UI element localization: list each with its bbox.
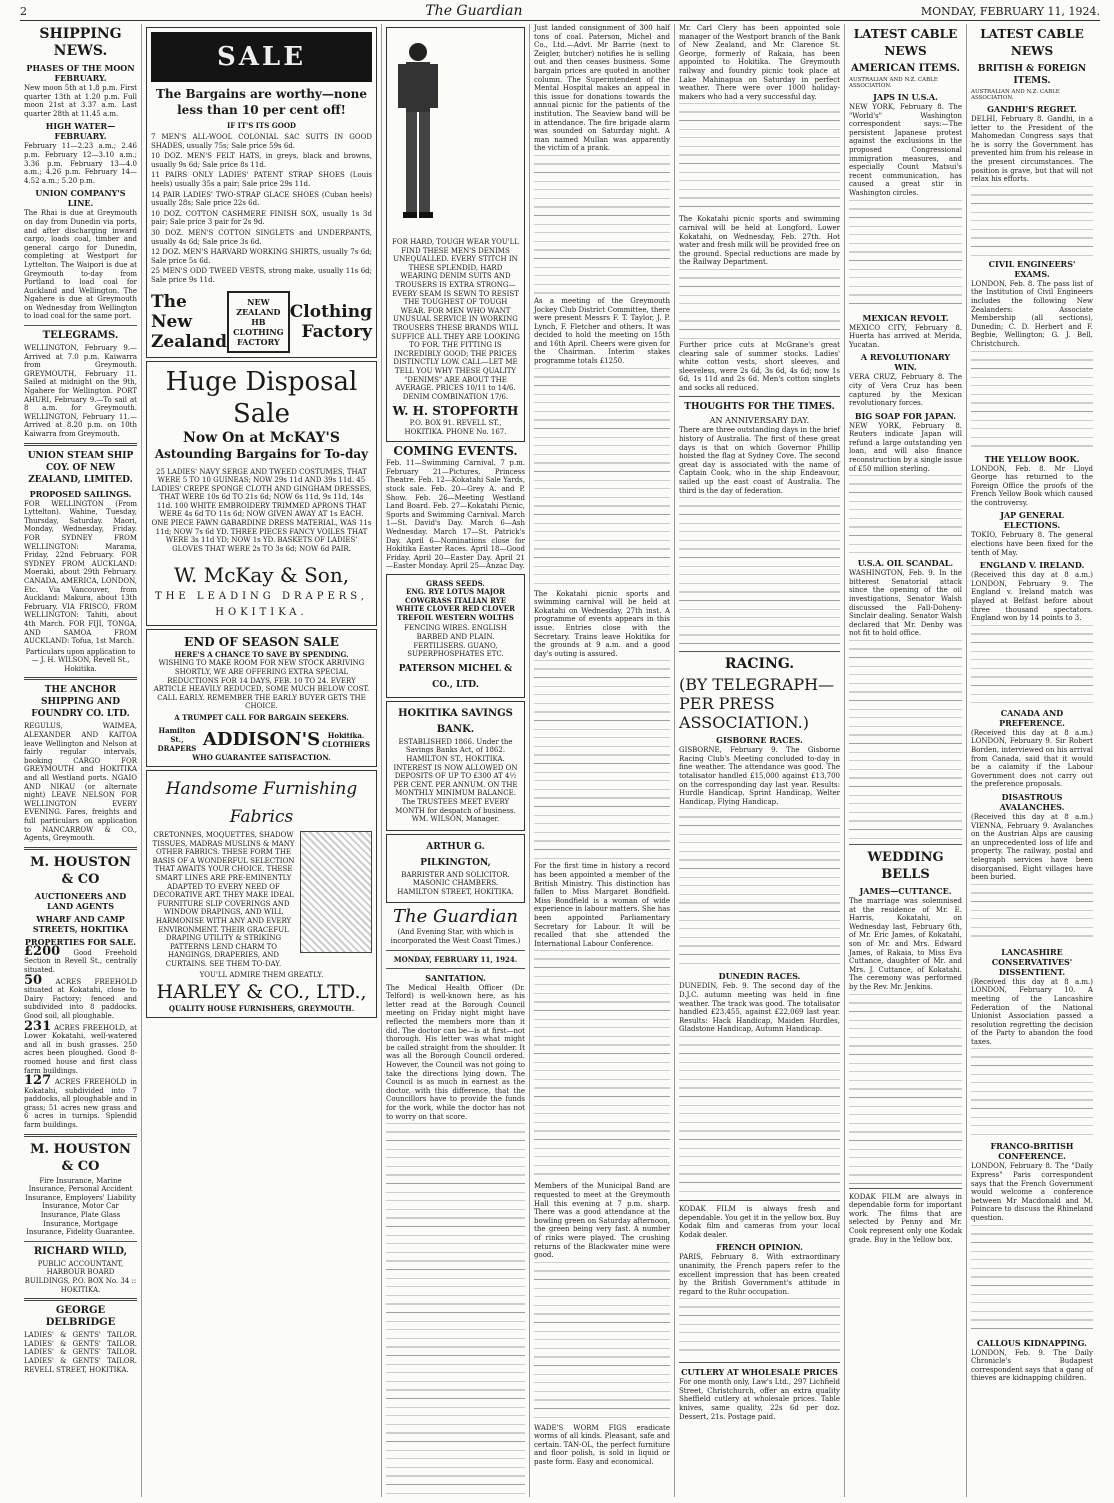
japs-body	[849, 200, 962, 310]
news-3: The Kokatahi picnic sports and swimming carnival will be held at Kokatahi on Wednesday, 27th inst. A programme of events appears in this issue. Entries close with the Secretary. Trains leave Hokitika for the grounds at 9 a.m. and a good day's outing is assured.	[534, 589, 670, 658]
news-5: Members of the Municipal Band are requested to meet at the Greymouth Hall this evening at 7 p.m. sharp. There was a good attendance at the bowling green on Saturday afternoon, the green being very fast. A number of rinks were played. The crushing returns of the Blackwater mine were good.	[534, 1182, 670, 1260]
japan-text: TOKIO, February 8. The general elections have been fixed for the tenth of May.	[971, 531, 1093, 557]
col5-news-2-body	[679, 269, 840, 339]
thoughts-text: There are three outstanding days in the brief history of Australia. The first of these great days is that on which Governor Phillip hoisted the flag at Sydney Cove. The second great day is associated with the name of Captain Cook, who in the ship Endeavour, sailed up the east coast of Australia. The third is the day of federation.	[679, 426, 840, 495]
addison-name: ADDISON'S	[202, 729, 321, 750]
eos-ad	[146, 629, 377, 767]
avalanches-body	[971, 884, 1093, 944]
curtain-illustration	[300, 831, 372, 953]
oil-body	[849, 640, 962, 840]
usscoy-title: UNION STEAM SHIP COY. OF NEW ZEALAND, LIMITED.	[27, 450, 134, 485]
sale-item-7: 12 DOZ. MEN'S HARVARD WORKING SHIRTS, usually 7s 6d; Sale price 5s 6d.	[151, 248, 372, 265]
avalanches-text: (Received this day at 8 a.m.) VIENNA, February 9. Avalanches on the Austrian Alps are causing an unprecedented loss of life and property. The railway, postal and telegraph services have been disorganised. Eight villages have been buried.	[971, 812, 1093, 882]
thoughts-body	[679, 497, 840, 647]
disposal-line-2: Sale	[232, 398, 290, 429]
news-2-body	[534, 368, 670, 588]
cable-assoc-1: AUSTRALIAN AND N.Z. CABLE ASSOCIATION.	[849, 77, 938, 89]
racing-text-1: GISBORNE, February 9. The Gisborne Racing Club's Meeting concluded to-day in fine weather. The attendance was good. The totalisator handled £15,000 against £13,700 on the corresponding day last year. Results: Hurdle Handicap, Sprint Handicap, Welter Handicap, Flying Handicap.	[679, 746, 840, 806]
mckay-town: HOKITIKA.	[215, 607, 308, 619]
sale-item-4: 14 PAIR LADIES' TWO-STRAP GLACE SHOES (Cuban heels) usually 28s; Sale price 22s 6d.	[151, 190, 372, 208]
eos-call: A TRUMPET CALL FOR BARGAIN SEEKERS.	[174, 713, 349, 722]
lancashire-text: (Received this day at 8 a.m.) LONDON, February 10. A meeting of the Lancashire Federation of the National Unionist Association passed a resolution regretting the decision of the Party to abandon the food taxes.	[971, 977, 1093, 1046]
bigsoap-title: BIG SOAP FOR JAPAN.	[854, 410, 957, 421]
price-4-text: ACRES FREEHOLD in Kokatahi, subdivided into 7 paddocks, all ploughable and in grass; 51 acres new grass and 6 acres in turnips. Splendid farm buildings.	[24, 1078, 137, 1130]
running-head-date: MONDAY, FEBRUARY 11, 1924.	[920, 4, 1100, 18]
wedding-sub: JAMES—CUTTANCE.	[859, 886, 952, 896]
addison-sub: WHO GUARANTEE SATISFACTION.	[192, 753, 331, 762]
nz-right-2: Factory	[301, 321, 372, 342]
guardian-masthead: The Guardian	[393, 906, 518, 928]
houston-sub2: WHARF AND CAMP STREETS, HOKITIKA	[32, 913, 129, 934]
wedding-text: The marriage was solemnised at the residence of Mr. E. Harris, Kokatahi, on Wednesday last, February 6th, of Mr. Eric James, of Kokatahi, son of Mr. and Mrs. Edward James, of Rakaia, to Miss Eva Cuttance, daughter of Mr. and Mrs. J. Cuttance, of Kokatahi. The ceremony was performed by the Rev. Mr. Jenkins.	[849, 897, 962, 991]
price-2-text: ACRES FREEHOLD situated at Kokatahi, close to Dairy Factory; fenced and subdivided into 8 paddocks. Good soil, all ploughable.	[24, 977, 137, 1020]
grass-seeds-ad	[386, 574, 525, 698]
news-4: For the first time in history a record has been appointed a member of the British Ministry. This distinction has fallen to Miss Margaret Bondfield. Miss Bondfield is a woman of wide experience in labour matters. She has been appointed Parliamentary Secretary for Labour. It will be recalled that she attended the International Labour Conference.	[534, 862, 670, 948]
gandhi-text: DELHI, February 8. Gandhi, in a letter to the President of the Mahomedan Congress says that he is sorry the Government has prevented him from his release in the present circumstances. The position is grave, but that will not relax his efforts.	[971, 115, 1093, 184]
pilkington-text: BARRISTER AND SOLICITOR. MASONIC CHAMBERS. HAMILTON STREET, HOKITIKA.	[397, 870, 514, 896]
gandhi-title: GANDHI'S REGRET.	[987, 104, 1077, 114]
sale-ad	[146, 27, 377, 358]
nz-right: Clothing	[289, 301, 372, 322]
oil-title: U.S.A. OIL SCANDAL.	[857, 558, 954, 569]
running-head-left: 2	[20, 4, 27, 18]
franco-body	[971, 1225, 1093, 1335]
price-2: 50	[24, 972, 43, 988]
column-events	[382, 24, 530, 1497]
houston-sale: PROPERTIES FOR SALE.	[24, 936, 137, 947]
japs-text: NEW YORK, February 8. The "World's" Washington correspondent says:—The persistent Japanese protest against the exclusions in the proposed Congressional immigration measures, and especially Count Matsui's recent communication, has caused a great stir in Washington circles.	[849, 103, 962, 197]
disposal-line-4: Astounding Bargains for To-day	[154, 446, 369, 461]
usscoy-text: FOR WELLINGTON (From Lyttelton). Wahine, Tuesday, Thursday, Saturday. Maori, Monday, Wednesday, Friday. FOR SYDNEY FROM WELLINGTON: Marama, Friday, 22nd February. FOR SYDNEY FROM AUCKLAND: Moeraki, about 29th February. CANADA, AMERICA, LONDON, Etc. Via Vancouver, from Auckland: Makura, about 13th February. VIA FRISCO, FROM WELLINGTON: Tahiti, about 4th March. FOR FIJI, TONGA, AND SAMOA FROM AUCKLAND: Tofua, 1st March.	[24, 499, 137, 646]
column-racing	[675, 24, 845, 1497]
news-6: WADE'S WORM FIGS eradicate worms of all kinds. Pleasant, safe and certain. TAN-OL, the perfect furniture and floor polish, is sold in liquid or paste form. Easy and economical.	[534, 1423, 670, 1467]
column-local-news	[530, 24, 675, 1497]
british-items-title: BRITISH & FOREIGN ITEMS.	[977, 64, 1087, 86]
revolution-text: VERA CRUZ, February 8. The city of Vera Cruz has been captured by the Mexican revolutionary forces.	[849, 373, 962, 408]
denim-text: FOR HARD, TOUGH WEAR YOU'LL FIND THESE MEN'S DENIMS UNEQUALLED. EVERY STITCH IN THESE SPLENDID, HARD WEARING DENIM SUITS AND TROUSERS IS EXTRA STRONG—EVERY SEAM IS SEWN TO RESIST THE TOUGHEST OF TOUGH WEAR. FOR MEN WHO WANT UNUSUAL SERVICE IN WORKING TROUSERS THESE BRANDS WILL SUFFICE ALL THEY ARE LOOKING TO FOR. THE FITTING IS INCREDIBLY GOOD; THE PRICES DISTINCTLY LOW. CALL—LET ME TELL YOU WHY THESE QUALITY "DENIMS" ARE ABOUT THE AVERAGE. PRICES 10/11 to 14/6. DENIM COMBINATION 17/6.	[391, 238, 520, 401]
fencing-text: FENCING WIRES. ENGLISH BARBED AND PLAIN. FERTILISERS. GUANO, SUPERPHOSPHATES ETC.	[404, 624, 507, 659]
nz-left: The New	[151, 291, 192, 332]
news-4-body	[534, 950, 670, 1180]
stopforth-name: W. H. STOPFORTH	[392, 404, 519, 419]
disposal-text: 25 LADIES' NAVY SERGE AND TWEED COSTUMES, THAT WERE 5 TO 10 GUINEAS; NOW 29s 11d AND 39s 11d. 45 LADIES' CREPE SPONGE CLOTH AND GINGHAM DRESSES, THAT WERE 10s 6d TO 21s 6d; NOW 6s 11d, 9s 11d, 14s 11d. 100 WHITE EMBROIDERY TRIMMED APRONS THAT WERE 4s 6d TO 11s 6d; NOW GIVEN AWAY AT 1s EACH. ONE PIECE FAWN GABARDINE DRESS MATERIAL, WAS 11s 11d; NOW 7s 6d YD. THREE PIECES FANCY VOILES THAT WERE 3s 11d YD; NOW 1s YD. BASKETS OF LADIES' GLOVES THAT WERE 2s TO 3s 6d; NOW 6d PAIR.	[151, 467, 372, 553]
racing-results-1	[679, 808, 840, 968]
cable-title-2: LATEST CABLE NEWS	[980, 27, 1084, 58]
french-body	[679, 1298, 840, 1358]
union-text: The Rhai is due at Greymouth on day from Dunedin via ports, and after discharging inward cargo, loads coal, timber and general cargo for Dunedin, completing at Westport for Lyttelton. The Waipori is due at Greymouth to-day from Portland to load coal for Auckland and Wellington. The Ngahere is due at Greymouth on Wednesday from Wellington to load coal for the same port.	[24, 209, 137, 321]
cable-assoc-2: AUSTRALIAN AND N.Z. CABLE ASSOCIATION.	[971, 89, 1060, 101]
furnish-title: Handsome Furnishing Fabrics	[165, 779, 358, 827]
price-1-text: Good Freehold Section in Revell St., centrally situated.	[24, 948, 137, 974]
addison-left: Hamilton St., DRAPERS	[157, 726, 197, 753]
grass-list: ENG. RYE LOTUS MAJOR COWGRASS ITALIAN RYE WHITE CLOVER RED CLOVER TREFOIL WESTERN WOLTHS	[396, 587, 515, 622]
union-title: UNION COMPANY'S LINE.	[35, 188, 126, 209]
anchor-title: THE ANCHOR SHIPPING AND FOUNDRY CO. LTD.	[31, 685, 130, 720]
paterson-name: PATERSON MICHEL & CO., LTD.	[398, 663, 513, 690]
telegrams-text: WELLINGTON, February 9.—Arrived at 7.0 p.m. Kaiwarra from Greymouth. GREYMOUTH, February 11. Sailed at midnight on the 9th, Ngahere for Wellington. PORT AHURI, February 9.—To sail at 8 a.m. for Greymouth. WELLINGTON, February 11.—Arrived at 8.20 p.m. on 10th Kaiwarra from Greymouth.	[24, 344, 137, 438]
american-items-title: AMERICAN ITEMS.	[851, 63, 960, 74]
engineers-text: LONDON, Feb. 8. The pass list of the Institution of Civil Engineers includes the following New Zealanders: Associate Membership (all sections), Dunedin; C. D. Herbert and F. Begbie, Wellington; G. J. Bell, Christchurch.	[971, 279, 1093, 348]
delbridge-text: LADIES' & GENTS' TAILOR. LADIES' & GENTS' TAILOR. LADIES' & GENTS' TAILOR. LADIES' & GENTS' TAILOR. REVELL STREET, HOKITIKA.	[24, 1331, 137, 1374]
houston2-text: Fire Insurance, Marine Insurance, Personal Accident Insurance, Employers' Liability Insurance, Motor Car Insurance, Plate Glass Insurance, Mortgage Insurance, Fidelity Guarantee.	[25, 1176, 136, 1237]
callous-text: LONDON, Feb. 9. The Daily Chronicle's Budapest correspondent says that a gang of thieves are kidnapping children.	[971, 1348, 1093, 1383]
moon-text: New moon 5th at 1.8 p.m. First quarter 13th at 1.20 p.m. Full moon 21st at 3.37 a.m. Last quarter 28th at 11.45 a.m.	[24, 84, 137, 118]
delbridge-title: GEORGE DELBRIDGE	[45, 1305, 116, 1329]
wild-text: PUBLIC ACCOUNTANT, HARBOUR BOARD BUILDINGS, P.O. BOX No. 34 :: HOKITIKA.	[24, 1259, 137, 1294]
racing-title: RACING.	[724, 656, 795, 673]
lancashire-body	[971, 1048, 1093, 1138]
furnish-foot: YOU'LL ADMIRE THEM GREATLY.	[199, 970, 324, 979]
running-head	[20, 2, 1100, 21]
nz-badge: NEW ZEALAND HB CLOTHING FACTORY	[227, 291, 290, 353]
houston-title: M. HOUSTON & CO	[30, 854, 131, 887]
revolution-title: A REVOLUTIONARY WIN.	[860, 352, 951, 373]
furnish-text: CRETONNES, MOQUETTES, SHADOW TISSUES, MADRAS MUSLINS & MANY OTHER FABRICS. THESE FORM THE BASIS OF A WONDERFUL SELECTION THAT AWAITS YOUR CHOICE. THESE SMART LINES ARE PRE-EMINENTLY ADAPTED TO EVERY NEED OF DECORATIVE ART. THEY MAKE IDEAL FURNITURE SLIP COVERINGS AND WINDOW DRAPINGS, AND WILL HARMONISE WITH ANY AND EVERY ENVIRONMENT. THEIR GRACEFUL DRAPING UTILITY & STRIKING PATTERNS LEND CHARM TO HANGINGS, DRAPERIES, AND CURTAINS. SEE THEM TO-DAY.	[152, 831, 295, 968]
moon-title: PHASES OF THE MOON FEBRUARY.	[26, 63, 135, 83]
racing-meet-1: GISBORNE RACES.	[716, 735, 803, 746]
shipping-title: SHIPPING NEWS.	[39, 26, 122, 59]
kodak-text: KODAK FILM is always fresh and dependable. You get it in the yellow box. Buy Kodak film and cameras from your local Kodak dealer.	[679, 1204, 840, 1239]
mexico-title: MEXICAN REVOLT.	[862, 312, 949, 323]
column-ads-drapers	[142, 24, 382, 1497]
column-british-cables	[967, 24, 1097, 1497]
guardian-date: MONDAY, FEBRUARY 11, 1924.	[393, 954, 518, 964]
denim-ad	[386, 27, 525, 442]
wild-title: RICHARD WILD,	[33, 1245, 128, 1257]
eos-sub: HERE'S A CHANCE TO SAVE BY SPENDING.	[174, 650, 349, 660]
lancashire-title: LANCASHIRE CONSERVATIVES' DISSENTIENT.	[991, 946, 1073, 977]
furnishing-ad	[146, 770, 377, 1018]
telegrams-title: TELEGRAMS.	[42, 330, 119, 342]
col5-news-2: The Kokatahi picnic sports and swimming carnival will be held at Longford, Lower Kokatahi, on Wednesday, Feb. 27th. Hot water and fresh milk will be provided free on the ground. Special reductions are made by the Railway Department.	[679, 215, 840, 267]
cable-title-1: LATEST CABLE NEWS	[853, 27, 958, 58]
coming-events-title: COMING EVENTS.	[393, 444, 518, 459]
column-american-cables	[845, 24, 967, 1497]
franco-text: LONDON, February 8. The "Daily Express" Paris correspondent says that the French Government would welcome a conference between Mr Macdonald and M. Poincare to discuss the Rhineland question.	[971, 1162, 1093, 1223]
bigsoap-text: NEW YORK, February 8. Reuters indicate Japan will refund a large outstanding yen loan, and will also finance reconstruction by a single issue of £50 million sterling.	[849, 421, 962, 473]
sanitation-text: The Medical Health Officer (Dr. Telford) is well-known here, as his letter read at the Borough Council meeting on Friday night might have reflected the members more than it did. The doctor can be—is at first—not thorough. His letter was what might be called straight from the shoulder. It was all the Borough Council ordered. However, the Council was not going to take the directions lying down. The Council is as much in earnest as the doctor, with this difference, that the Councillors have to provide the funds for the work, while the doctor has not to worry on that score.	[386, 983, 525, 1121]
news-1: Just landed consignment of 300 half tons of coal. Paterson, Michel and Co., Ltd.—Advt. Mr Barrie (next to Zeigler, butcher) notifies he is selling out and then ceases business. Some bargain prices are quoted in another column. The Superintendent of the Mental Hospital makes an appeal in this issue for donations towards the annual picnic for the patients of the institution. The Seaview band will be in attendance. The fire brigade alarm was sounded on Saturday night. A man named Mullan was apparently the victim of a prank.	[534, 24, 670, 153]
mckay-sub: THE LEADING DRAPERS,	[155, 591, 368, 603]
engineers-title: CIVIL ENGINEERS' EXAMS.	[988, 258, 1076, 279]
canada-text: (Received this day at 8 a.m.) LONDON, February 9. Sir Robert Borden, interviewed on his arrival from Canada, said that it would be a calamity if the Labour Government does not carry out the preference proposals.	[971, 728, 1093, 789]
cutlery-text: For one month only, Law's Ltd., 297 Lichfield Street, Christchurch, offer an extra quality Sheffield cutlery at wholesale prices. Table knives, same quality, 22s 6d per doz. Dessert, 21s. Postage paid.	[679, 1378, 840, 1421]
engineers-body	[971, 351, 1093, 451]
stopforth-addr: P.O. BOX 91. REVELL ST., HOKITIKA. PHONE No. 167.	[404, 419, 507, 437]
callous-title: CALLOUS KIDNAPPING.	[977, 1337, 1087, 1348]
price-4: 127	[24, 1073, 52, 1089]
anchor-text: REGULUS, WAIMEA, ALEXANDER AND KAITOA leave Wellington and Nelson at fairly regular intervals, booking CARGO FOR GREYMOUTH and HOKITIKA and all Westland ports. NGAIO AND NIKAU (or alternate night) LEAVE NELSON FOR WELLINGTON EVERY EVENING. Fares, freights and full particulars on application to NANCARROW & CO., Agents, Greymouth.	[24, 722, 137, 843]
savings-bank-ad	[386, 701, 525, 831]
sale-item-5: 10 DOZ. COTTON CASHMERE FINISH SOX, usually 1s 3d pair; Sale price 3 pair for 2s 9d.	[151, 209, 372, 227]
cutlery-title: CUTLERY AT WHOLESALE PRICES	[681, 1367, 838, 1378]
news-2: As a meeting of the Greymouth Jockey Club District Committee, there were present Messrs F. T. Taylor, J. P. Lynch, F. Fletcher and others. It was decided to hold the meeting on 15th and 16th April. Cheers were given for the Chairman. Interim stakes programme totals £1250.	[534, 296, 670, 366]
sale-banner: SALE	[151, 32, 372, 82]
japan-title: JAP GENERAL ELECTIONS.	[1000, 510, 1064, 531]
disposal-line-3: Now On at McKAY'S	[183, 429, 340, 446]
news-3-body	[534, 660, 670, 860]
yellowbook-title: THE YELLOW BOOK.	[984, 453, 1080, 464]
football-text: (Received this day at 8 a.m.) LONDON, February 9. The England v. Ireland match was played at Belfast before about three thousand spectators. England won by 14 points to 3.	[971, 571, 1093, 623]
col5-news-3: Further price cuts at McGrane's great clearing sale of summer stocks. Ladies' white cotton vests, short sleeves, and sleeveless, were 2s 6d, 3s 6d, 4s 6d; now 1s 6d, 1s 11d and 2s 6d. Men's cotton singlets and socks all reduced.	[679, 340, 840, 392]
sale-item-2: 10 DOZ. MEN'S FELT HATS, in greys, black and browns, usually 9s 6d; Sale price 8s 11d.	[151, 152, 372, 169]
franco-title: FRANCO-BRITISH CONFERENCE.	[990, 1141, 1074, 1162]
nz-clothing-factory	[151, 291, 372, 353]
eos-text: WISHING TO MAKE ROOM FOR NEW STOCK ARRIVING SHORTLY, WE ARE OFFERING EXTRA SPECIAL REDUCTIONS FOR 14 DAYS, FEB. 10 TO 24. EVERY ARTICLE HEAVILY REDUCED, SOME MUCH BELOW COST. CALL EARLY. REMEMBER THE EARLY BUYER GETS THE CHOICE.	[153, 659, 370, 711]
nz-left-2: Zealand	[151, 331, 227, 352]
grass-title: GRASS SEEDS.	[426, 579, 485, 588]
french-title: FRENCH OPINION.	[716, 1242, 803, 1253]
sale-item-3: 11 PAIRS ONLY LADIES' PATENT STRAP SHOES (Louis heels) usually 35s a pair; Sale price 29s 11d.	[151, 171, 372, 188]
japs-title: JAPS IN U.S.A.	[873, 92, 938, 102]
sale-item-8: 25 MEN'S ODD TWEED VESTS, strong make, usually 11s 6d; Sale price 9s 11d.	[151, 267, 372, 284]
avalanches-title: DISASTROUS AVALANCHES.	[999, 791, 1065, 812]
proposed-title: PROPOSED SAILINGS.	[29, 488, 132, 499]
price-1: £200	[24, 943, 61, 959]
kodak-text-2: KODAK FILM are always in dependable form for important work. The films that are selected by Penny and Mr. Cook represent only one Kodak grade. Buy in the Yellow box.	[849, 1192, 962, 1244]
racing-meet-2: DUNEDIN RACES.	[718, 971, 801, 982]
wedding-title: WEDDING BELLS	[867, 850, 944, 882]
french-text: PARIS, February 8. With extraordinary unanimity, the French papers refer to the excellent impression that has been created by the British Government's attitude in regard to the Ruhr occupation.	[679, 1253, 840, 1296]
bargains-text: The Bargains are worthy—none less than 10 per cent off!	[156, 87, 367, 117]
highwater-title: HIGH WATER—FEBRUARY.	[45, 121, 116, 142]
racing-text-2: DUNEDIN, Feb. 9. The second day of the D.J.C. autumn meeting was held in fine weather. The track was good. The totalisator handled £23,455, against £22,069 last year. Results: Hack Handicap, Maiden Hurdles, Gladstone Handicap, Autumn Handicap.	[679, 982, 840, 1034]
sale-item-6: 30 DOZ. MEN'S COTTON SINGLETS and UNDERPANTS, usually 4s 6d; Sale price 3s 6d.	[151, 228, 372, 246]
running-head-title: The Guardian	[425, 3, 523, 19]
highwater-text: February 11—2.23 a.m.; 2.46 p.m. February 12—3.10 a.m.; 3.36 p.m. February 13—4.0 a.m.; 4.26 p.m. February 14—4.52 a.m.; 5.20 p.m.	[24, 142, 137, 185]
oil-text: WASHINGTON, Feb. 9. In the bitterest Senatorial attack since the opening of the oil investigations, Senator Walsh discussed the Fall-Doheny-Sinclair dealing. Senator Walsh declared that Mr. Denby was not fit to hold office.	[849, 569, 962, 638]
agent-text: Particulars upon application to— J. H. WILSON, Revell St., Hokitika.	[25, 647, 136, 673]
man-in-denims-illustration	[391, 38, 445, 228]
eos-title: END OF SEASON SALE	[184, 635, 339, 650]
bigsoap-body	[849, 475, 962, 555]
news-1-body	[534, 155, 670, 295]
yellowbook-text: LONDON, Feb. 8. Mr Lloyd George has returned to the Foreign Office the proofs of the French Yellow Book which caused the controversy.	[971, 464, 1093, 507]
col5-news-1: Mr. Carl Clery has been appointed sole manager of the Westport branch of the Bank of New Zealand, and Mr. Clarence St. George, formerly of Rakaia, has been appointed to Hokitika. The Greymouth railway and foundry picnic took place at Lake Mahinapua on Saturday in perfect weather. There were over 1000 holiday-makers who had a very successful day.	[679, 24, 840, 101]
editorial-body	[386, 1123, 525, 1497]
thoughts-title: THOUGHTS FOR THE TIMES.	[684, 402, 835, 413]
bank-title: HOKITIKA SAVINGS BANK.	[398, 707, 513, 735]
price-3-text: ACRES FREEHOLD, at Lower Kokatahi, well-watered and all in bush grasses. 250 acres been ploughed. Good 8-roomed house and first class farm buildings.	[24, 1023, 137, 1075]
racing-results-2	[679, 1036, 840, 1196]
col5-news-1-body	[679, 103, 840, 213]
mckay-name: W. McKay & Son,	[173, 563, 350, 588]
football-title: ENGLAND V. IRELAND.	[979, 560, 1085, 571]
coming-events-text: Feb. 11—Swimming Carnival, 7 p.m. February 21—Pictures, Princess Theatre. Feb. 12—Kokatahi Sale Yards, stock sale. Feb. 20—Grey A. and P. Show. Feb. 26—Meeting Westland Land Board. Feb. 27—Kokatahi Picnic, Sports and Swimming Carnival. March 1—St. David's Day. March 6—Ash Wednesday. March 17—St. Patrick's Day. April 6—Nominations close for Hokitika Easter Races. April 18—Good Friday. April 20—Easter Day. April 21—Easter Monday. April 25—Anzac Day.	[386, 459, 525, 571]
news-5-body	[534, 1262, 670, 1422]
bank-text: ESTABLISHED 1866. Under the Savings Banks Act, of 1862. HAMILTON ST., HOKITIKA. INTEREST IS NOW ALLOWED ON DEPOSITS OF UP TO £300 AT 4½ PER CENT. PER ANNUM. ON THE MONTHLY MINIMUM BALANCE. The TRUSTEES MEET EVERY MONTH for despatch of business. WM. WILSON, Manager.	[393, 737, 518, 824]
houston-sub: AUCTIONEERS AND LAND AGENTS	[34, 890, 127, 911]
gandhi-body	[971, 186, 1093, 256]
canada-title: CANADA AND PREFERENCE.	[999, 707, 1065, 728]
sale-item-1: 7 MEN'S ALL-WOOL COLONIAL SAC SUITS IN GOOD SHADES, usually 75s; Sale price 59s 6d.	[151, 133, 372, 150]
guardian-sub: (And Evening Star, with which is incorporated the West Coast Times.)	[390, 928, 521, 946]
pilkington-title: ARTHUR G. PILKINGTON,	[420, 841, 491, 868]
column-shipping	[20, 24, 142, 1497]
thoughts-sub: AN ANNIVERSARY DAY.	[709, 416, 810, 426]
harley-sub: QUALITY HOUSE FURNISHERS, GREYMOUTH.	[168, 1003, 355, 1013]
football-body	[971, 625, 1093, 705]
houston2-title: M. HOUSTON & CO	[30, 1141, 131, 1174]
sanitation-title: SANITATION.	[425, 972, 486, 983]
disposal-line-1: Huge Disposal	[165, 366, 358, 397]
mckay-ad	[146, 361, 377, 627]
racing-sub: (BY TELEGRAPH—PER PRESS ASSOCIATION.)	[679, 675, 835, 733]
pilkington-ad	[386, 834, 525, 904]
its-good-badge: IF IT'S ITS GOOD	[226, 121, 297, 130]
mexico-text: MEXICO CITY, February 8. Huerta has arrived at Merida, Yucatan.	[849, 323, 962, 349]
price-3: 231	[24, 1018, 52, 1034]
harley-name: HARLEY & CO., LTD.,	[156, 980, 367, 1003]
wedding-body	[849, 994, 962, 1184]
addison-right: Hokitika. CLOTHIERS	[322, 730, 371, 749]
